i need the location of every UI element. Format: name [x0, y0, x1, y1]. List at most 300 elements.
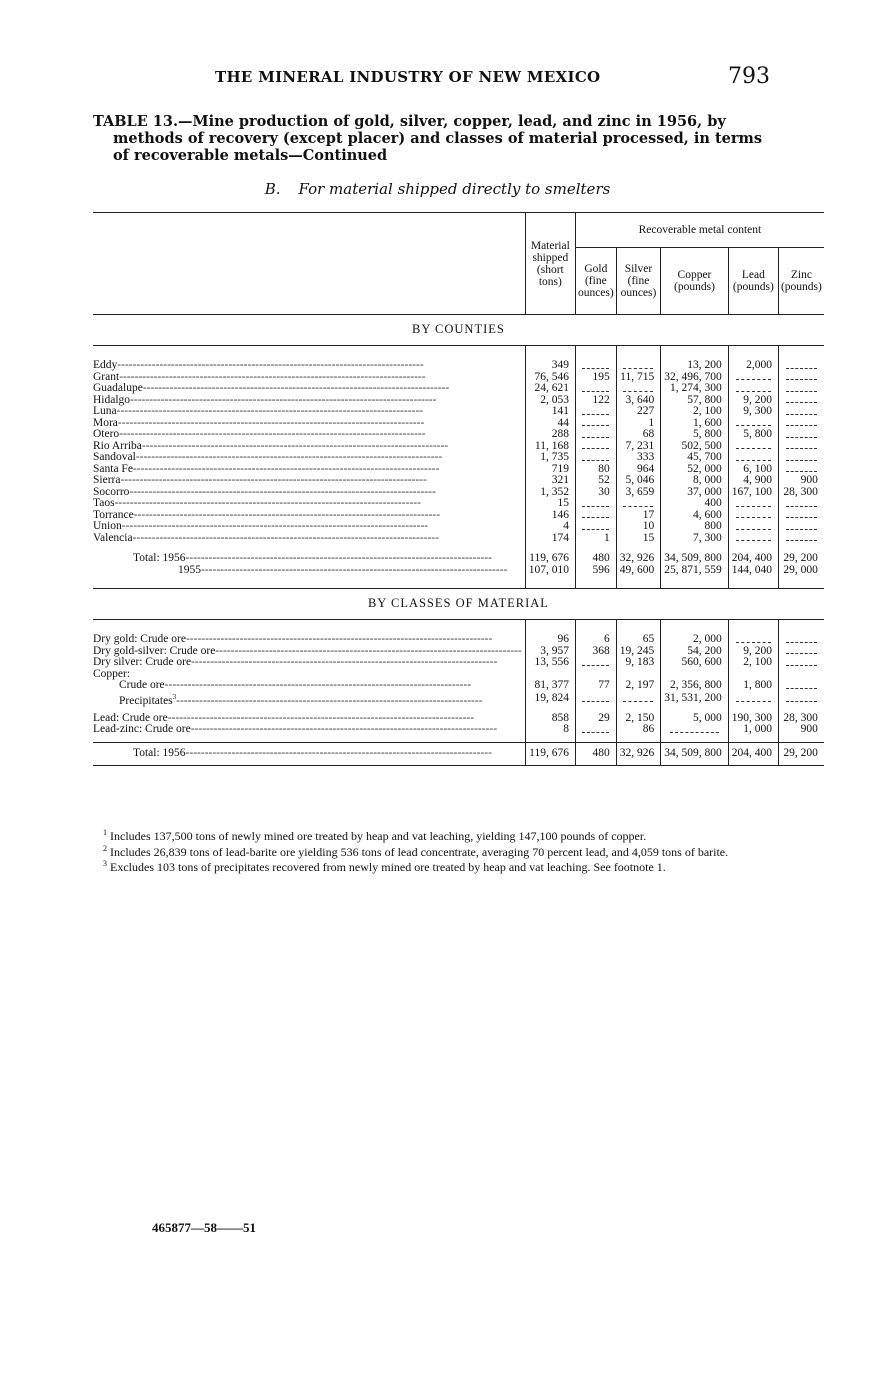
dash-leader — [582, 419, 609, 426]
table-row — [93, 395, 824, 407]
row-label-text: Dry gold: Crude ore — [93, 634, 186, 645]
lead-cell: 167, 100 — [728, 487, 778, 499]
leader-dots: -------------------------------------------------------------------------------- — [120, 475, 427, 486]
table-row — [93, 441, 824, 453]
gold-cell — [575, 724, 616, 736]
silver-cell: 3, 640 — [616, 395, 661, 407]
silver-cell: 11, 715 — [616, 372, 661, 384]
spacer-cell — [661, 620, 729, 635]
footnote-text: Excludes 103 tons of precipitates recovered from newly mined ore treated by heap and vat leaching. See footnote 1. — [107, 860, 666, 874]
row-label — [93, 742, 525, 765]
dash-leader — [786, 454, 817, 461]
leader-dots: -------------------------------------------------------------------------------- — [119, 371, 426, 383]
zinc-cell: 900 — [778, 724, 823, 736]
zinc-cell — [778, 360, 823, 372]
copper-cell: 54, 200 — [661, 646, 729, 658]
table-row — [93, 475, 824, 487]
silver-cell: 49, 600 — [616, 565, 661, 589]
silver-cell: 19, 245 — [616, 646, 661, 658]
data-table — [93, 212, 824, 766]
silver-cell: 7, 231 — [616, 441, 661, 453]
silver-cell: 5, 046 — [616, 475, 661, 487]
gold-cell — [575, 521, 616, 533]
table-title — [93, 113, 768, 164]
leader-dots: -------------------------------------------------------------------------------- — [142, 383, 450, 394]
lead-cell: 9, 300 — [728, 406, 778, 418]
spacer-cell — [525, 620, 575, 635]
row-label — [93, 713, 525, 725]
row-label — [93, 475, 525, 487]
silver-cell — [616, 692, 661, 707]
spacer-cell — [93, 346, 525, 361]
dash-leader — [736, 500, 771, 507]
gold-cell: 6 — [575, 634, 616, 646]
dash-leader — [736, 373, 771, 380]
dash-leader — [582, 408, 609, 415]
section-classes-row — [93, 589, 824, 620]
table-row — [93, 521, 824, 533]
tons-cell: 174 — [525, 533, 575, 545]
gold-cell — [575, 510, 616, 522]
silver-cell: 227 — [616, 406, 661, 418]
silver-cell: 86 — [616, 724, 661, 736]
silver-cell: 32, 926 — [616, 742, 661, 765]
tons-cell: 321 — [525, 475, 575, 487]
leader-dots: -------------------------------------------------------------------------------- — [119, 429, 426, 440]
leader-dots: -------------------------------------------------------------------------------- — [141, 440, 449, 452]
row-label: Copper: — [93, 668, 131, 680]
table-title-line2: methods of recovery (except placer) and classes of material processed, in terms — [113, 130, 763, 147]
dash-leader — [786, 419, 817, 426]
tons-cell — [525, 669, 575, 681]
lead-cell — [728, 383, 778, 395]
dash-leader — [582, 511, 609, 518]
gold-cell: 195 — [575, 372, 616, 384]
table-row — [93, 464, 824, 476]
zinc-cell — [778, 669, 823, 681]
table-row — [93, 634, 824, 646]
leader-dots: -------------------------------------------------------------------------------- — [133, 509, 441, 521]
gold-cell — [575, 441, 616, 453]
row-label — [93, 657, 525, 669]
silver-cell: 2, 150 — [616, 713, 661, 725]
leader-dots: -------------------------------------------------------------------------------- — [135, 452, 443, 463]
dash-leader — [582, 523, 609, 530]
zinc-cell — [778, 634, 823, 646]
table-row — [93, 724, 824, 736]
row-label-text: Dry gold-silver: Crude ore — [93, 645, 216, 657]
section-counties-row — [93, 315, 824, 346]
row-label — [93, 510, 525, 522]
dash-leader — [786, 385, 817, 392]
tons-cell: 858 — [525, 713, 575, 725]
dash-leader — [786, 362, 817, 369]
tons-cell: 24, 621 — [525, 383, 575, 395]
dash-leader — [582, 695, 609, 702]
row-label-text: Eddy — [93, 360, 118, 371]
leader-dots: -------------------------------------------------------------------------------- — [121, 521, 429, 532]
spacer-cell — [93, 620, 525, 635]
gold-cell: 80 — [575, 464, 616, 476]
table-row — [93, 565, 824, 589]
lead-cell — [728, 452, 778, 464]
copper-cell: 13, 200 — [661, 360, 729, 372]
tons-cell: 146 — [525, 510, 575, 522]
copper-cell: 5, 000 — [661, 713, 729, 725]
copper-cell: 400 — [661, 498, 729, 510]
dash-leader — [786, 647, 817, 654]
silver-cell — [616, 383, 661, 395]
dash-leader — [786, 523, 817, 530]
spacer-cell — [575, 346, 616, 361]
tons-cell: 44 — [525, 418, 575, 430]
section-classes: BY CLASSES OF MATERIAL — [93, 589, 824, 620]
copper-cell: 52, 000 — [661, 464, 729, 476]
dash-leader — [736, 636, 771, 643]
table-row — [93, 498, 824, 510]
row-label-text: Torrance — [93, 509, 134, 521]
leader-dots: -------------------------------------------------------------------------------- — [130, 394, 437, 406]
dash-leader — [582, 431, 609, 438]
gold-cell: 77 — [575, 680, 616, 692]
footnote-text: Includes 137,500 tons of newly mined ore treated by heap and vat leaching, yielding 147,100 pounds of copper. — [107, 829, 647, 843]
dash-leader — [786, 465, 817, 472]
lead-cell: 204, 400 — [728, 742, 778, 765]
leader-dots: -------------------------------------------------------------------------------- — [132, 463, 440, 475]
table-row — [93, 692, 824, 707]
silver-cell: 1 — [616, 418, 661, 430]
zinc-cell — [778, 498, 823, 510]
table-row — [93, 657, 824, 669]
tons-cell: 119, 676 — [525, 742, 575, 765]
lead-cell: 4, 900 — [728, 475, 778, 487]
leader-dots: -------------------------------------------------------------------------------- — [114, 498, 421, 509]
table-row — [93, 372, 824, 384]
copper-cell: 32, 496, 700 — [661, 372, 729, 384]
lead-header: Lead (pounds) — [728, 248, 778, 315]
zinc-cell: 900 — [778, 475, 823, 487]
tons-cell: 15 — [525, 498, 575, 510]
row-label-text: Otero — [93, 429, 120, 440]
lead-cell — [728, 669, 778, 681]
dash-leader — [582, 659, 609, 666]
lead-cell — [728, 418, 778, 430]
lead-cell: 5, 800 — [728, 429, 778, 441]
dash-leader — [786, 500, 817, 507]
row-label — [93, 372, 525, 384]
copper-cell: 2, 356, 800 — [661, 680, 729, 692]
silver-cell: 65 — [616, 634, 661, 646]
footnotes — [93, 827, 770, 874]
running-title: THE MINERAL INDUSTRY OF NEW MEXICO — [215, 68, 601, 86]
row-label-text: Mora — [93, 417, 118, 429]
copper-cell: 800 — [661, 521, 729, 533]
gold-cell — [575, 429, 616, 441]
copper-cell: 34, 509, 800 — [661, 742, 729, 765]
copper-cell: 502, 500 — [661, 441, 729, 453]
gold-header: Gold (fine ounces) — [575, 248, 616, 315]
silver-cell: 15 — [616, 533, 661, 545]
leader-dots: -------------------------------------------------------------------------------- — [176, 694, 483, 707]
dash-leader — [736, 695, 771, 702]
row-label-text: Lead: Crude ore — [93, 712, 168, 724]
silver-cell: 68 — [616, 429, 661, 441]
zinc-cell — [778, 521, 823, 533]
spacer-cell — [728, 620, 778, 635]
copper-cell: 57, 800 — [661, 395, 729, 407]
dash-leader — [670, 726, 718, 733]
gold-cell — [575, 383, 616, 395]
tons-cell: 141 — [525, 406, 575, 418]
zinc-cell — [778, 372, 823, 384]
zinc-cell — [778, 657, 823, 669]
silver-cell — [616, 498, 661, 510]
leader-dots: -------------------------------------------------------------------------------- — [185, 634, 493, 645]
dash-leader — [736, 511, 771, 518]
dash-leader — [736, 523, 771, 530]
gold-cell: 480 — [575, 550, 616, 565]
zinc-cell — [778, 510, 823, 522]
row-label-text: Union — [93, 521, 122, 532]
lead-cell — [728, 498, 778, 510]
row-label — [93, 724, 525, 736]
silver-cell: 964 — [616, 464, 661, 476]
row-label-text: Santa Fe — [93, 463, 133, 475]
zinc-cell — [778, 429, 823, 441]
gold-cell — [575, 418, 616, 430]
row-label — [93, 360, 525, 372]
row-label-text: Dry silver: Crude ore — [93, 657, 192, 668]
leader-dots: -------------------------------------------------------------------------------- — [167, 712, 475, 724]
lead-cell — [728, 692, 778, 707]
spacer-cell — [778, 346, 823, 361]
silver-cell: 10 — [616, 521, 661, 533]
row-label-text: Valencia — [93, 532, 133, 544]
gold-cell: 596 — [575, 565, 616, 589]
lead-cell: 144, 040 — [728, 565, 778, 589]
row-label-text: Guadalupe — [93, 383, 143, 394]
silver-cell — [616, 360, 661, 372]
production-table — [93, 212, 822, 766]
copper-cell: 1, 600 — [661, 418, 729, 430]
row-label — [93, 383, 525, 395]
spacer-cell — [661, 346, 729, 361]
silver-cell: 9, 183 — [616, 657, 661, 669]
lead-cell: 6, 100 — [728, 464, 778, 476]
tons-cell: 8 — [525, 724, 575, 736]
dash-leader — [736, 534, 771, 541]
dash-leader — [786, 396, 817, 403]
tons-cell: 4 — [525, 521, 575, 533]
lead-cell: 2, 100 — [728, 657, 778, 669]
lead-cell — [728, 521, 778, 533]
tons-cell: 119, 676 — [525, 550, 575, 565]
dash-leader — [623, 695, 653, 702]
row-label — [93, 406, 525, 418]
row-label-text: Lead-zinc: Crude ore — [93, 724, 191, 736]
table-title-line1: TABLE 13.—Mine production of gold, silver, copper, lead, and zinc in 1956, by — [93, 113, 726, 130]
silver-cell: 32, 926 — [616, 550, 661, 565]
gold-cell — [575, 657, 616, 669]
spacer-row — [93, 346, 824, 361]
footnote-2 — [93, 843, 770, 859]
dash-leader — [786, 659, 817, 666]
section-counties: BY COUNTIES — [93, 315, 824, 346]
lead-cell — [728, 510, 778, 522]
row-label — [93, 521, 525, 533]
gold-cell — [575, 669, 616, 681]
gold-cell: 30 — [575, 487, 616, 499]
spacer-cell — [616, 346, 661, 361]
dash-leader — [736, 454, 771, 461]
footnote-mark: 1 — [103, 828, 107, 837]
leader-dots: -------------------------------------------------------------------------------- — [215, 645, 522, 657]
leader-dots: -------------------------------------------------------------------------------- — [185, 552, 492, 564]
lead-cell: 9, 200 — [728, 646, 778, 658]
table-row — [93, 550, 824, 565]
dash-leader — [786, 534, 817, 541]
row-label — [93, 464, 525, 476]
dash-leader — [623, 385, 653, 392]
copper-cell: 2, 100 — [661, 406, 729, 418]
silver-cell: 333 — [616, 452, 661, 464]
row-label — [93, 487, 525, 499]
printer-code: 465877—58——51 — [152, 1220, 256, 1235]
dash-leader — [582, 500, 609, 507]
row-label — [93, 680, 525, 692]
table-row — [93, 418, 824, 430]
zinc-cell — [778, 406, 823, 418]
copper-cell: 2, 000 — [661, 634, 729, 646]
subtitle-text: For material shipped directly to smelters — [298, 180, 611, 198]
footnote-mark: 3 — [103, 859, 107, 868]
row-label-text: Taos — [93, 498, 115, 509]
footnote-1 — [93, 827, 770, 843]
zinc-cell: 29, 000 — [778, 565, 823, 589]
table-title-line3: of recoverable metals—Continued — [113, 147, 388, 164]
table-row — [93, 713, 824, 725]
footnote-mark: 3 — [172, 692, 177, 701]
dash-leader — [582, 726, 609, 733]
leader-dots: -------------------------------------------------------------------------------- — [116, 406, 424, 417]
gold-cell — [575, 692, 616, 707]
zinc-cell — [778, 464, 823, 476]
tons-cell: 11, 168 — [525, 441, 575, 453]
row-label-text: Grant — [93, 371, 120, 383]
tons-cell: 1, 735 — [525, 452, 575, 464]
leader-dots: -------------------------------------------------------------------------------- — [117, 417, 425, 429]
row-label-text: Sandoval — [93, 452, 136, 463]
lead-cell — [728, 441, 778, 453]
spacer-row — [93, 620, 824, 635]
zinc-cell — [778, 533, 823, 545]
copper-header: Copper (pounds) — [661, 248, 729, 315]
row-label-text: Total: 1956 — [133, 552, 186, 564]
tons-cell: 719 — [525, 464, 575, 476]
copper-cell: 4, 600 — [661, 510, 729, 522]
dash-leader — [786, 695, 817, 702]
dash-leader — [786, 431, 817, 438]
tons-cell: 19, 824 — [525, 692, 575, 707]
copper-cell: 25, 871, 559 — [661, 565, 729, 589]
row-label-text: Luna — [93, 406, 117, 417]
spacer-cell — [778, 620, 823, 635]
row-label — [93, 498, 525, 510]
gold-cell: 122 — [575, 395, 616, 407]
footnote-3 — [93, 858, 770, 874]
zinc-cell: 29, 200 — [778, 742, 823, 765]
footnote-mark: 2 — [103, 843, 107, 853]
dash-leader — [786, 373, 817, 380]
lead-cell: 1, 800 — [728, 680, 778, 692]
table-row — [93, 452, 824, 464]
table-row — [93, 510, 824, 522]
silver-header: Silver (fine ounces) — [616, 248, 661, 315]
row-label — [93, 429, 525, 441]
zinc-cell — [778, 692, 823, 707]
row-label — [93, 395, 525, 407]
leader-dots: -------------------------------------------------------------------------------- — [201, 564, 508, 576]
zinc-cell: 28, 300 — [778, 713, 823, 725]
dash-leader — [736, 442, 771, 449]
copper-cell: 37, 000 — [661, 487, 729, 499]
lead-cell: 204, 400 — [728, 550, 778, 565]
tons-cell: 288 — [525, 429, 575, 441]
leader-dots: -------------------------------------------------------------------------------- — [129, 486, 436, 498]
copper-cell: 1, 274, 300 — [661, 383, 729, 395]
leader-dots: -------------------------------------------------------------------------------- — [164, 680, 472, 691]
zinc-cell: 29, 200 — [778, 550, 823, 565]
row-label — [93, 565, 525, 589]
zinc-cell — [778, 383, 823, 395]
dash-leader — [736, 419, 771, 426]
stub-header — [93, 213, 525, 315]
page-header — [0, 66, 875, 92]
row-label-text: Crude ore — [119, 680, 165, 691]
dash-leader — [582, 385, 609, 392]
subtitle-letter: B. — [264, 180, 281, 198]
dash-leader — [582, 362, 609, 369]
gold-cell — [575, 360, 616, 372]
copper-cell: 45, 700 — [661, 452, 729, 464]
dash-leader — [582, 454, 609, 461]
row-label — [93, 441, 525, 453]
dash-leader — [786, 442, 817, 449]
tons-cell: 81, 377 — [525, 680, 575, 692]
row-label-text: Socorro — [93, 486, 130, 498]
gold-cell: 368 — [575, 646, 616, 658]
zinc-cell — [778, 452, 823, 464]
row-label — [93, 692, 525, 707]
dash-leader — [582, 442, 609, 449]
gold-cell: 52 — [575, 475, 616, 487]
material-header: Material shipped (short tons) — [525, 213, 575, 315]
lead-cell: 9, 200 — [728, 395, 778, 407]
tons-cell: 1, 352 — [525, 487, 575, 499]
zinc-header: Zinc (pounds) — [778, 248, 823, 315]
copper-cell: 31, 531, 200 — [661, 692, 729, 707]
table-row — [93, 680, 824, 692]
silver-cell: 17 — [616, 510, 661, 522]
recoverable-group-header: Recoverable metal content — [575, 213, 823, 248]
row-label — [93, 646, 525, 658]
tons-cell: 96 — [525, 634, 575, 646]
tons-cell: 107, 010 — [525, 565, 575, 589]
copper-cell: 560, 600 — [661, 657, 729, 669]
leader-dots: -------------------------------------------------------------------------------- — [185, 747, 492, 760]
table-subtitle — [0, 180, 875, 198]
tons-cell: 3, 957 — [525, 646, 575, 658]
